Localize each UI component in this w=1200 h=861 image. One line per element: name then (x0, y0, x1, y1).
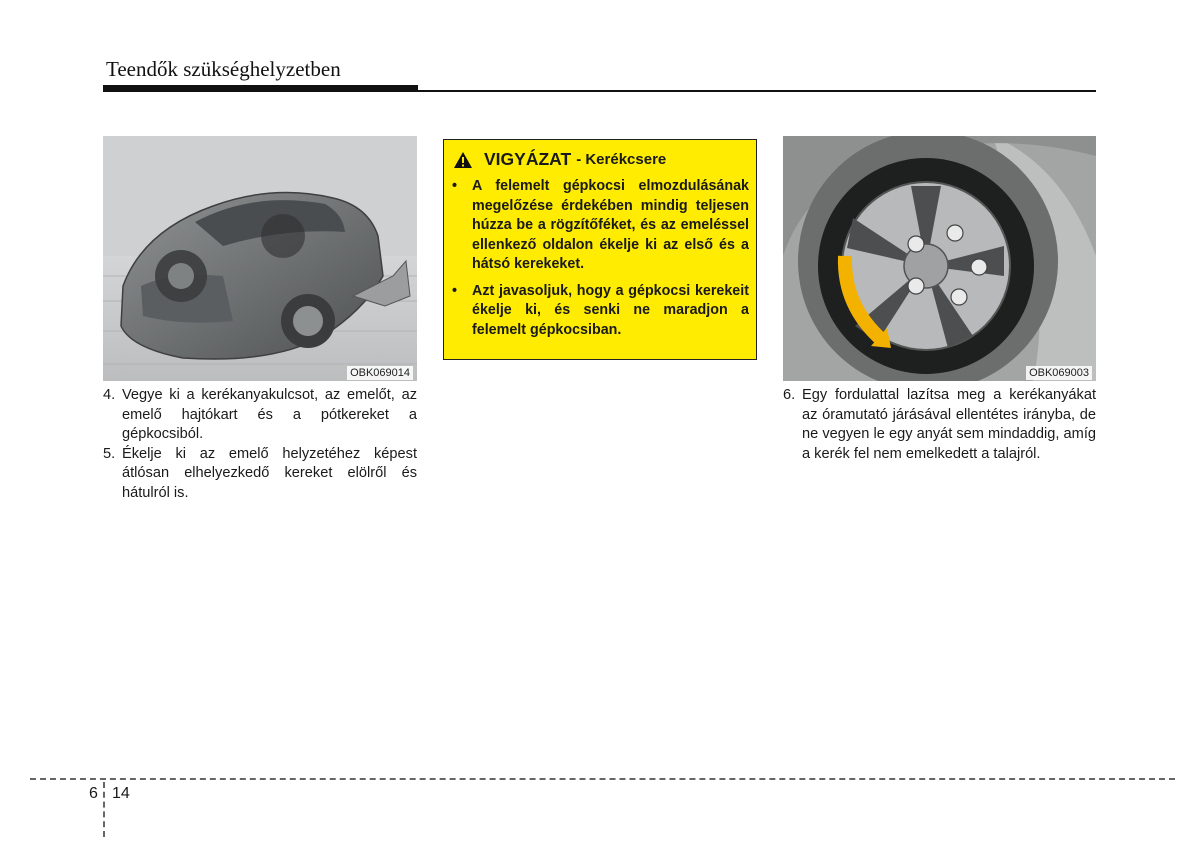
caution-text: Azt javasoljuk, hogy a gépkocsi kerekeit ékelje ki, és senki ne maradjon a felemelt gépkocsiban. (472, 282, 749, 338)
caution-list (452, 177, 749, 340)
instruction-list-right (783, 386, 1096, 464)
warning-triangle-icon (453, 151, 473, 169)
step-number: 4. (103, 387, 116, 403)
step-text: Vegye ki a kerékanyakulcsot, az emelőt, az emelő hajtókart és a pótkereket a gépkocsiból. (122, 387, 417, 442)
step-text: Ékelje ki az emelő helyzetéhez képest átlósan elhelyezkedő kereket elölről és hátulról is. (122, 445, 417, 501)
header-rule-thin (418, 90, 1096, 92)
step-number: 5. (103, 445, 116, 462)
caution-box (443, 139, 757, 360)
instruction-list-left (103, 386, 417, 503)
wheel-illustration (783, 136, 1096, 381)
wheel-photo (783, 136, 1096, 381)
list-item (103, 386, 417, 445)
image-caption: OBK069014 (347, 366, 413, 380)
caution-text: A felemelt gépkocsi elmozdulásának megelőzése érdekében mindig teljesen húzza be a rögzítőféket, és az emeléssel ellenkező oldalon ékelje ki az első és a hátsó kerekeket. (472, 178, 749, 272)
list-item (452, 282, 749, 341)
car-illustration (103, 136, 417, 381)
list-item (783, 386, 1096, 464)
image-caption: OBK069003 (1026, 366, 1092, 380)
bullet: • (452, 282, 458, 299)
header-rule-thick (103, 85, 418, 92)
step-text: Egy fordulattal lazítsa meg a kerékanyákat az óramutató járásával ellentétes irányba, de ne vegyen le egy anyát sem mindaddig, amíg a kerék fel nem emelkedett a talajról. (802, 387, 1096, 462)
footer-divider (30, 778, 1175, 780)
caution-subtitle: - Kerékcsere (576, 151, 667, 168)
caution-header (453, 149, 666, 170)
list-item (452, 177, 749, 275)
page-number: 14 (112, 785, 130, 802)
step-number: 6. (783, 387, 796, 403)
car-jack-photo (103, 136, 417, 381)
page-header-title: Teendők szükséghelyzetben (106, 57, 341, 81)
bullet: • (452, 178, 458, 194)
list-item (103, 445, 417, 504)
chapter-number: 6 (89, 785, 98, 802)
caution-title: VIGYÁZAT (484, 149, 572, 169)
footer-page-divider (103, 782, 105, 837)
